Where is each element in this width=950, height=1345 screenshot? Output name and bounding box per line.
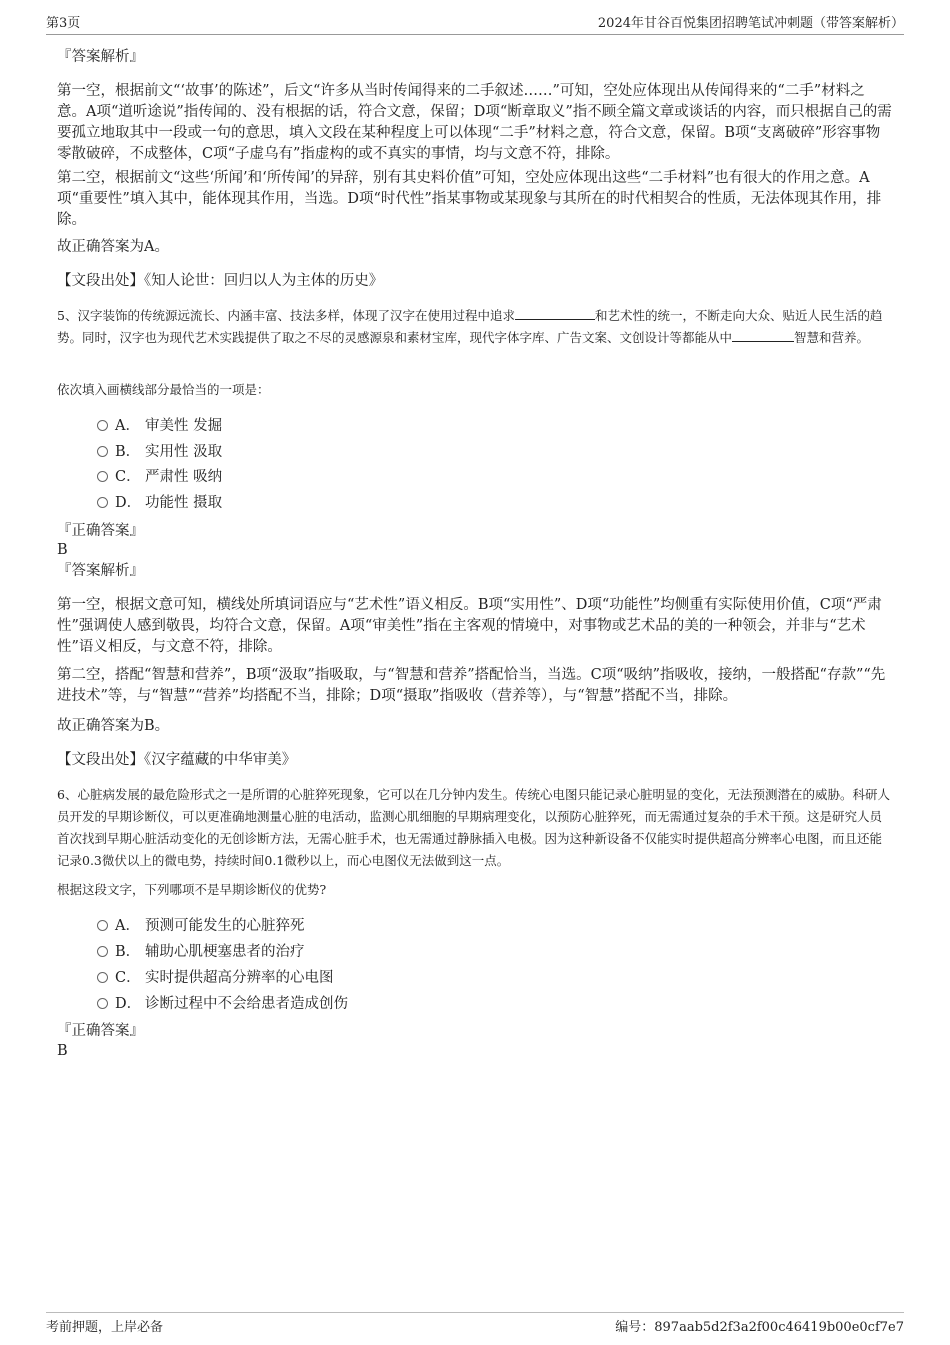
document-title: 2024年甘谷百悦集团招聘笔试冲刺题（带答案解析）	[597, 16, 904, 31]
q5-answer-label: 『正确答案』	[57, 523, 144, 539]
q5-text-part-1: 5、汉字装饰的传统源远流长、内涵丰富、技法多样，体现了汉字在使用过程中追求	[57, 308, 515, 323]
q5-option-a[interactable]: A． 审美性 发掘	[97, 415, 222, 437]
q6-prompt: 根据这段文字，下列哪项不是早期诊断仪的优势?	[57, 882, 327, 897]
q5-analysis-label: 『答案解析』	[57, 563, 144, 579]
q5-text-part-3: 智慧和营养。	[794, 330, 870, 345]
q6-option-b[interactable]: B． 辅助心肌梗塞患者的治疗	[97, 941, 305, 963]
radio-icon[interactable]	[97, 946, 108, 957]
radio-icon[interactable]	[97, 998, 108, 1009]
page-header	[46, 12, 904, 35]
q5-blank-1	[515, 306, 595, 320]
page-number: 第3页	[46, 16, 81, 31]
q4-conclusion: 故正确答案为A。	[57, 239, 169, 255]
q5-prompt: 依次填入画横线部分最恰当的一项是：	[57, 382, 270, 397]
q6-answer: B	[57, 1043, 68, 1059]
q4-analysis-para-2: 第二空，根据前文“这些‘所闻’和‘所传闻’的异辞，别有其史料价值”可知，空处应体现出这些“二手材料”也有很大的作用之意。A项“重要性”填入其中，能体现其作用，当选。D项“时代性”指某事物或某现象与其所在的时代相契合的性质，无法体现其作用，排除。	[57, 170, 882, 228]
radio-icon[interactable]	[97, 420, 108, 431]
q6-answer-label: 『正确答案』	[57, 1023, 144, 1039]
document-id: 编号：897aab5d2f3a2f00c46419b00e0cf7e7	[615, 1320, 904, 1335]
q6-option-d[interactable]: D． 诊断过程中不会给患者造成创伤	[97, 993, 348, 1015]
q4-source: 【文段出处】《知人论世：回归以人为主体的历史》	[57, 273, 384, 289]
radio-icon[interactable]	[97, 972, 108, 983]
radio-icon[interactable]	[97, 446, 108, 457]
footer-slogan: 考前押题，上岸必备	[46, 1320, 164, 1335]
q4-analysis-para-1: 第一空，根据前文“‘故事’的陈述”，后文“许多从当时传闻得来的二手叙述……”可知，空处应体现出从传闻得来的“二手”材料之意。A项“道听途说”指传闻的、没有根据的话，符合文意，保留；D项“断章取义”指不顾全篇文章或谈话的内容，而只根据自己的需要孤立地取其中一段或一句的意思，填入文段在某种程度上可以体现“二手”材料之意，符合文意，保留。B项“支离破碎”形容事物零散破碎，不成整体，C项“子虚乌有”指虚构的或不真实的事情，均与文意不符，排除。	[57, 83, 892, 162]
q5-option-b[interactable]: B． 实用性 汲取	[97, 441, 222, 463]
radio-icon[interactable]	[97, 920, 108, 931]
q5-analysis-para-1: 第一空，根据文意可知，横线处所填词语应与“艺术性”语义相反。B项“实用性”、D项“功能性”均侧重有实际使用价值，C项“严肃性”强调使人感到敬畏，均符合文意，保留。A项“审美性”指在主客观的情境中，对事物或艺术品的美的一种领会，并非与“艺术性”语义相反，与文意不符，排除。	[57, 597, 882, 655]
q5-analysis-para-2: 第二空，搭配“智慧和营养”，B项“汲取”指吸取，与“智慧和营养”搭配恰当，当选。C项“吸纳”指吸收，接纳，一般搭配“存款”“先进技术”等，与“智慧”“营养”均搭配不当，排除；D项“摄取”指吸收（营养等），与“智慧”搭配不当，排除。	[57, 667, 886, 704]
q5-option-c[interactable]: C． 严肃性 吸纳	[97, 466, 222, 488]
q6-question-text: 6、心脏病发展的最危险形式之一是所谓的心脏猝死现象，它可以在几分钟内发生。传统心电图只能记录心脏明显的变化，无法预测潜在的威胁。科研人员开发的早期诊断仪，可以更准确地测量心脏的电活动，监测心肌细胞的早期病理变化，以预防心脏猝死，而无需通过复杂的手术干预。这是研究人员首次找到早期心脏活动变化的无创诊断方法，无需心脏手术，也无需通过静脉插入电极。因为这种新设备不仅能实时提供超高分辨率心电图，而且还能记录0.3微伏以上的微电势，持续时间0.1微秒以上，而心电图仪无法做到这一点。	[57, 787, 890, 868]
q5-conclusion: 故正确答案为B。	[57, 718, 170, 734]
q5-question-text	[57, 305, 892, 349]
q6-option-a[interactable]: A． 预测可能发生的心脏猝死	[97, 915, 305, 937]
q5-option-d[interactable]: D． 功能性 摄取	[97, 492, 222, 514]
q5-blank-2	[732, 328, 794, 342]
radio-icon[interactable]	[97, 471, 108, 482]
page-footer	[46, 1312, 904, 1338]
q6-option-c[interactable]: C． 实时提供超高分辨率的心电图	[97, 967, 334, 989]
radio-icon[interactable]	[97, 497, 108, 508]
q4-analysis-label: 『答案解析』	[57, 49, 144, 65]
q5-text-part-2: 和艺术性的统一，不断走向大众、贴近人民生活的趋势。同时，汉字也为现代艺术实践提供了取之不尽的灵感源泉和素材宝库，现代字体字库、广告文案、文创设计等都能从中	[57, 308, 883, 345]
q5-source: 【文段出处】《汉字蕴藏的中华审美》	[57, 752, 297, 768]
q5-answer: B	[57, 542, 68, 558]
